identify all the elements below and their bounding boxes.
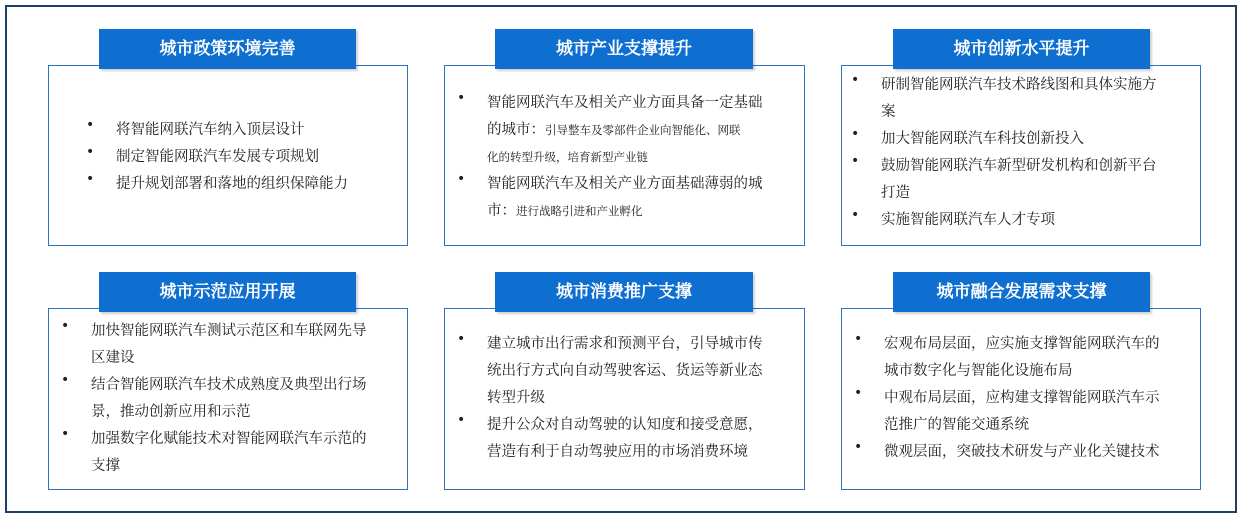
panel-integration-list [854,331,1196,466]
panel-policy-title: 城市政策环境完善 [99,29,356,69]
list-item: • 宏观布局层面，应实施支撑智能网联汽车的 城市数字化与智能化设施布局 [854,331,1160,379]
list-item: • 提升公众对自动驾驶的认知度和接受意愿， 营造有利于自动驾驶应用的市场消费环境 [457,412,763,460]
list-item: • 实施智能网联汽车人才专项 [851,207,1055,228]
panel-consumption-list [457,331,799,466]
list-item: • 中观布局层面，应构建支撑智能网联汽车示 范推广的智能交通系统 [854,385,1160,433]
panel-innovation-list [851,72,1196,234]
list-item: • 加强数字化赋能技术对智能网联汽车示范的 支撑 [61,426,367,474]
panel-integration-title: 城市融合发展需求支撑 [893,272,1150,312]
list-item: • 结合智能网联汽车技术成熟度及典型出行场 景，推动创新应用和示范 [61,372,367,420]
list-item: • 加大智能网联汽车科技创新投入 [851,126,1084,147]
panel-demo-title: 城市示范应用开展 [99,272,356,312]
list-item: • 微观层面，突破技术研发与产业化关键技术 [854,439,1160,460]
list-item: • 制定智能网联汽车发展专项规划 [86,144,319,165]
list-item: • 智能网联汽车及相关产业方面具备一定基础 的城市：引导整车及零部件企业向智能化、网联 化的转型升级，培育新型产业链 [457,90,763,164]
list-item: • 加快智能网联汽车测试示范区和车联网先导 区建设 [61,318,367,366]
panel-consumption-title: 城市消费推广支撑 [495,272,753,312]
list-item: • 建立城市出行需求和预测平台，引导城市传 统出行方式向自动驾驶客运、货运等新业态 转型升级 [457,331,763,406]
list-item: • 将智能网联汽车纳入顶层设计 [86,117,305,138]
panel-industry-list [457,90,797,225]
list-item: • 研制智能网联汽车技术路线图和具体实施方 案 [851,72,1157,120]
list-item: • 智能网联汽车及相关产业方面基础薄弱的城 市：进行战略引进和产业孵化 [457,171,763,219]
panel-industry-title: 城市产业支撑提升 [495,29,753,69]
list-item: • 鼓励智能网联汽车新型研发机构和创新平台 打造 [851,153,1157,201]
list-item: • 提升规划部署和落地的组织保障能力 [86,171,348,192]
panel-demo-list [61,318,401,480]
panel-policy-list [86,117,401,198]
panel-innovation-title: 城市创新水平提升 [893,29,1150,69]
